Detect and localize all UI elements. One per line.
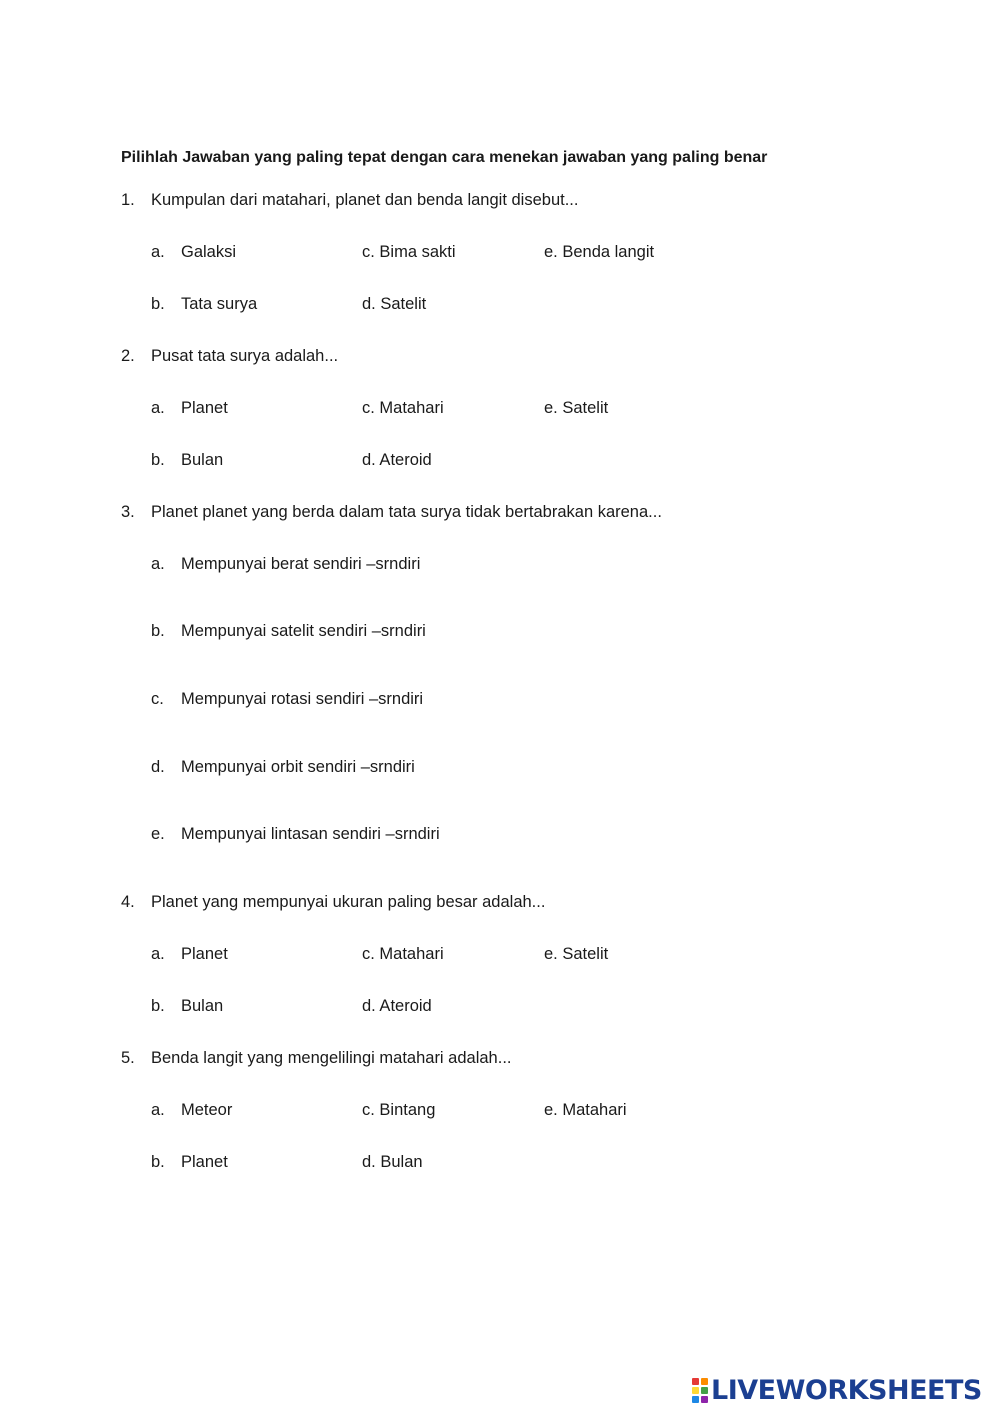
question-3-text: Planet planet yang berda dalam tata surya tidak bertabrakan karena...	[151, 503, 662, 521]
q2-option-b[interactable]: Bulan	[181, 451, 224, 469]
q1-option-d[interactable]: d. Satelit	[362, 295, 427, 313]
question-3-number: 3.	[121, 503, 135, 521]
question-2-text: Pusat tata surya adalah...	[151, 347, 339, 365]
q3-option-c[interactable]: Mempunyai rotasi sendiri –srndiri	[181, 690, 424, 708]
q4-option-b-letter: b.	[151, 997, 165, 1015]
q3-option-d[interactable]: Mempunyai orbit sendiri –srndiri	[181, 758, 415, 776]
q3-option-b[interactable]: Mempunyai satelit sendiri –srndiri	[181, 622, 426, 640]
logo-text: LIVEWORKSHEETS	[711, 1374, 982, 1406]
question-5-text: Benda langit yang mengelilingi matahari adalah...	[151, 1049, 512, 1067]
q1-option-b-letter: b.	[151, 295, 165, 313]
q3-option-a[interactable]: Mempunyai berat sendiri –srndiri	[181, 555, 421, 573]
q2-option-a-letter: a.	[151, 399, 165, 417]
question-1-text: Kumpulan dari matahari, planet dan benda langit disebut...	[151, 191, 579, 209]
q3-option-e-letter: e.	[151, 825, 165, 843]
question-2-number: 2.	[121, 347, 135, 365]
question-1-number: 1.	[121, 191, 135, 209]
q3-option-e[interactable]: Mempunyai lintasan sendiri –srndiri	[181, 825, 440, 843]
q1-option-a[interactable]: Galaksi	[181, 243, 237, 261]
q5-option-d[interactable]: d. Bulan	[362, 1153, 423, 1171]
q1-option-c[interactable]: c. Bima sakti	[362, 243, 456, 261]
q4-option-a[interactable]: Planet	[181, 945, 228, 963]
question-4-number: 4.	[121, 893, 135, 911]
q5-option-b[interactable]: Planet	[181, 1153, 228, 1171]
q2-option-a[interactable]: Planet	[181, 399, 228, 417]
q3-option-a-letter: a.	[151, 555, 165, 573]
logo-tiles-icon	[692, 1378, 708, 1403]
q2-option-c[interactable]: c. Matahari	[362, 399, 444, 417]
q4-option-b[interactable]: Bulan	[181, 997, 224, 1015]
q2-option-e[interactable]: e. Satelit	[544, 399, 609, 417]
q2-option-d[interactable]: d. Ateroid	[362, 451, 432, 469]
liveworksheets-logo	[692, 1374, 982, 1406]
q5-option-e[interactable]: e. Matahari	[544, 1101, 627, 1119]
q4-option-a-letter: a.	[151, 945, 165, 963]
q4-option-d[interactable]: d. Ateroid	[362, 997, 432, 1015]
q5-option-c[interactable]: c. Bintang	[362, 1101, 436, 1119]
q4-option-c[interactable]: c. Matahari	[362, 945, 444, 963]
q1-option-e[interactable]: e. Benda langit	[544, 243, 655, 261]
q4-option-e[interactable]: e. Satelit	[544, 945, 609, 963]
q5-option-a-letter: a.	[151, 1101, 165, 1119]
q3-option-c-letter: c.	[151, 690, 164, 708]
question-4-text: Planet yang mempunyai ukuran paling besar adalah...	[151, 893, 546, 911]
q5-option-b-letter: b.	[151, 1153, 165, 1171]
q1-option-b[interactable]: Tata surya	[181, 295, 258, 313]
instruction-heading: Pilihlah Jawaban yang paling tepat dengan cara menekan jawaban yang paling benar	[121, 149, 768, 166]
question-5-number: 5.	[121, 1049, 135, 1067]
q3-option-b-letter: b.	[151, 622, 165, 640]
q5-option-a[interactable]: Meteor	[181, 1101, 233, 1119]
q1-option-a-letter: a.	[151, 243, 165, 261]
q3-option-d-letter: d.	[151, 758, 165, 776]
q2-option-b-letter: b.	[151, 451, 165, 469]
